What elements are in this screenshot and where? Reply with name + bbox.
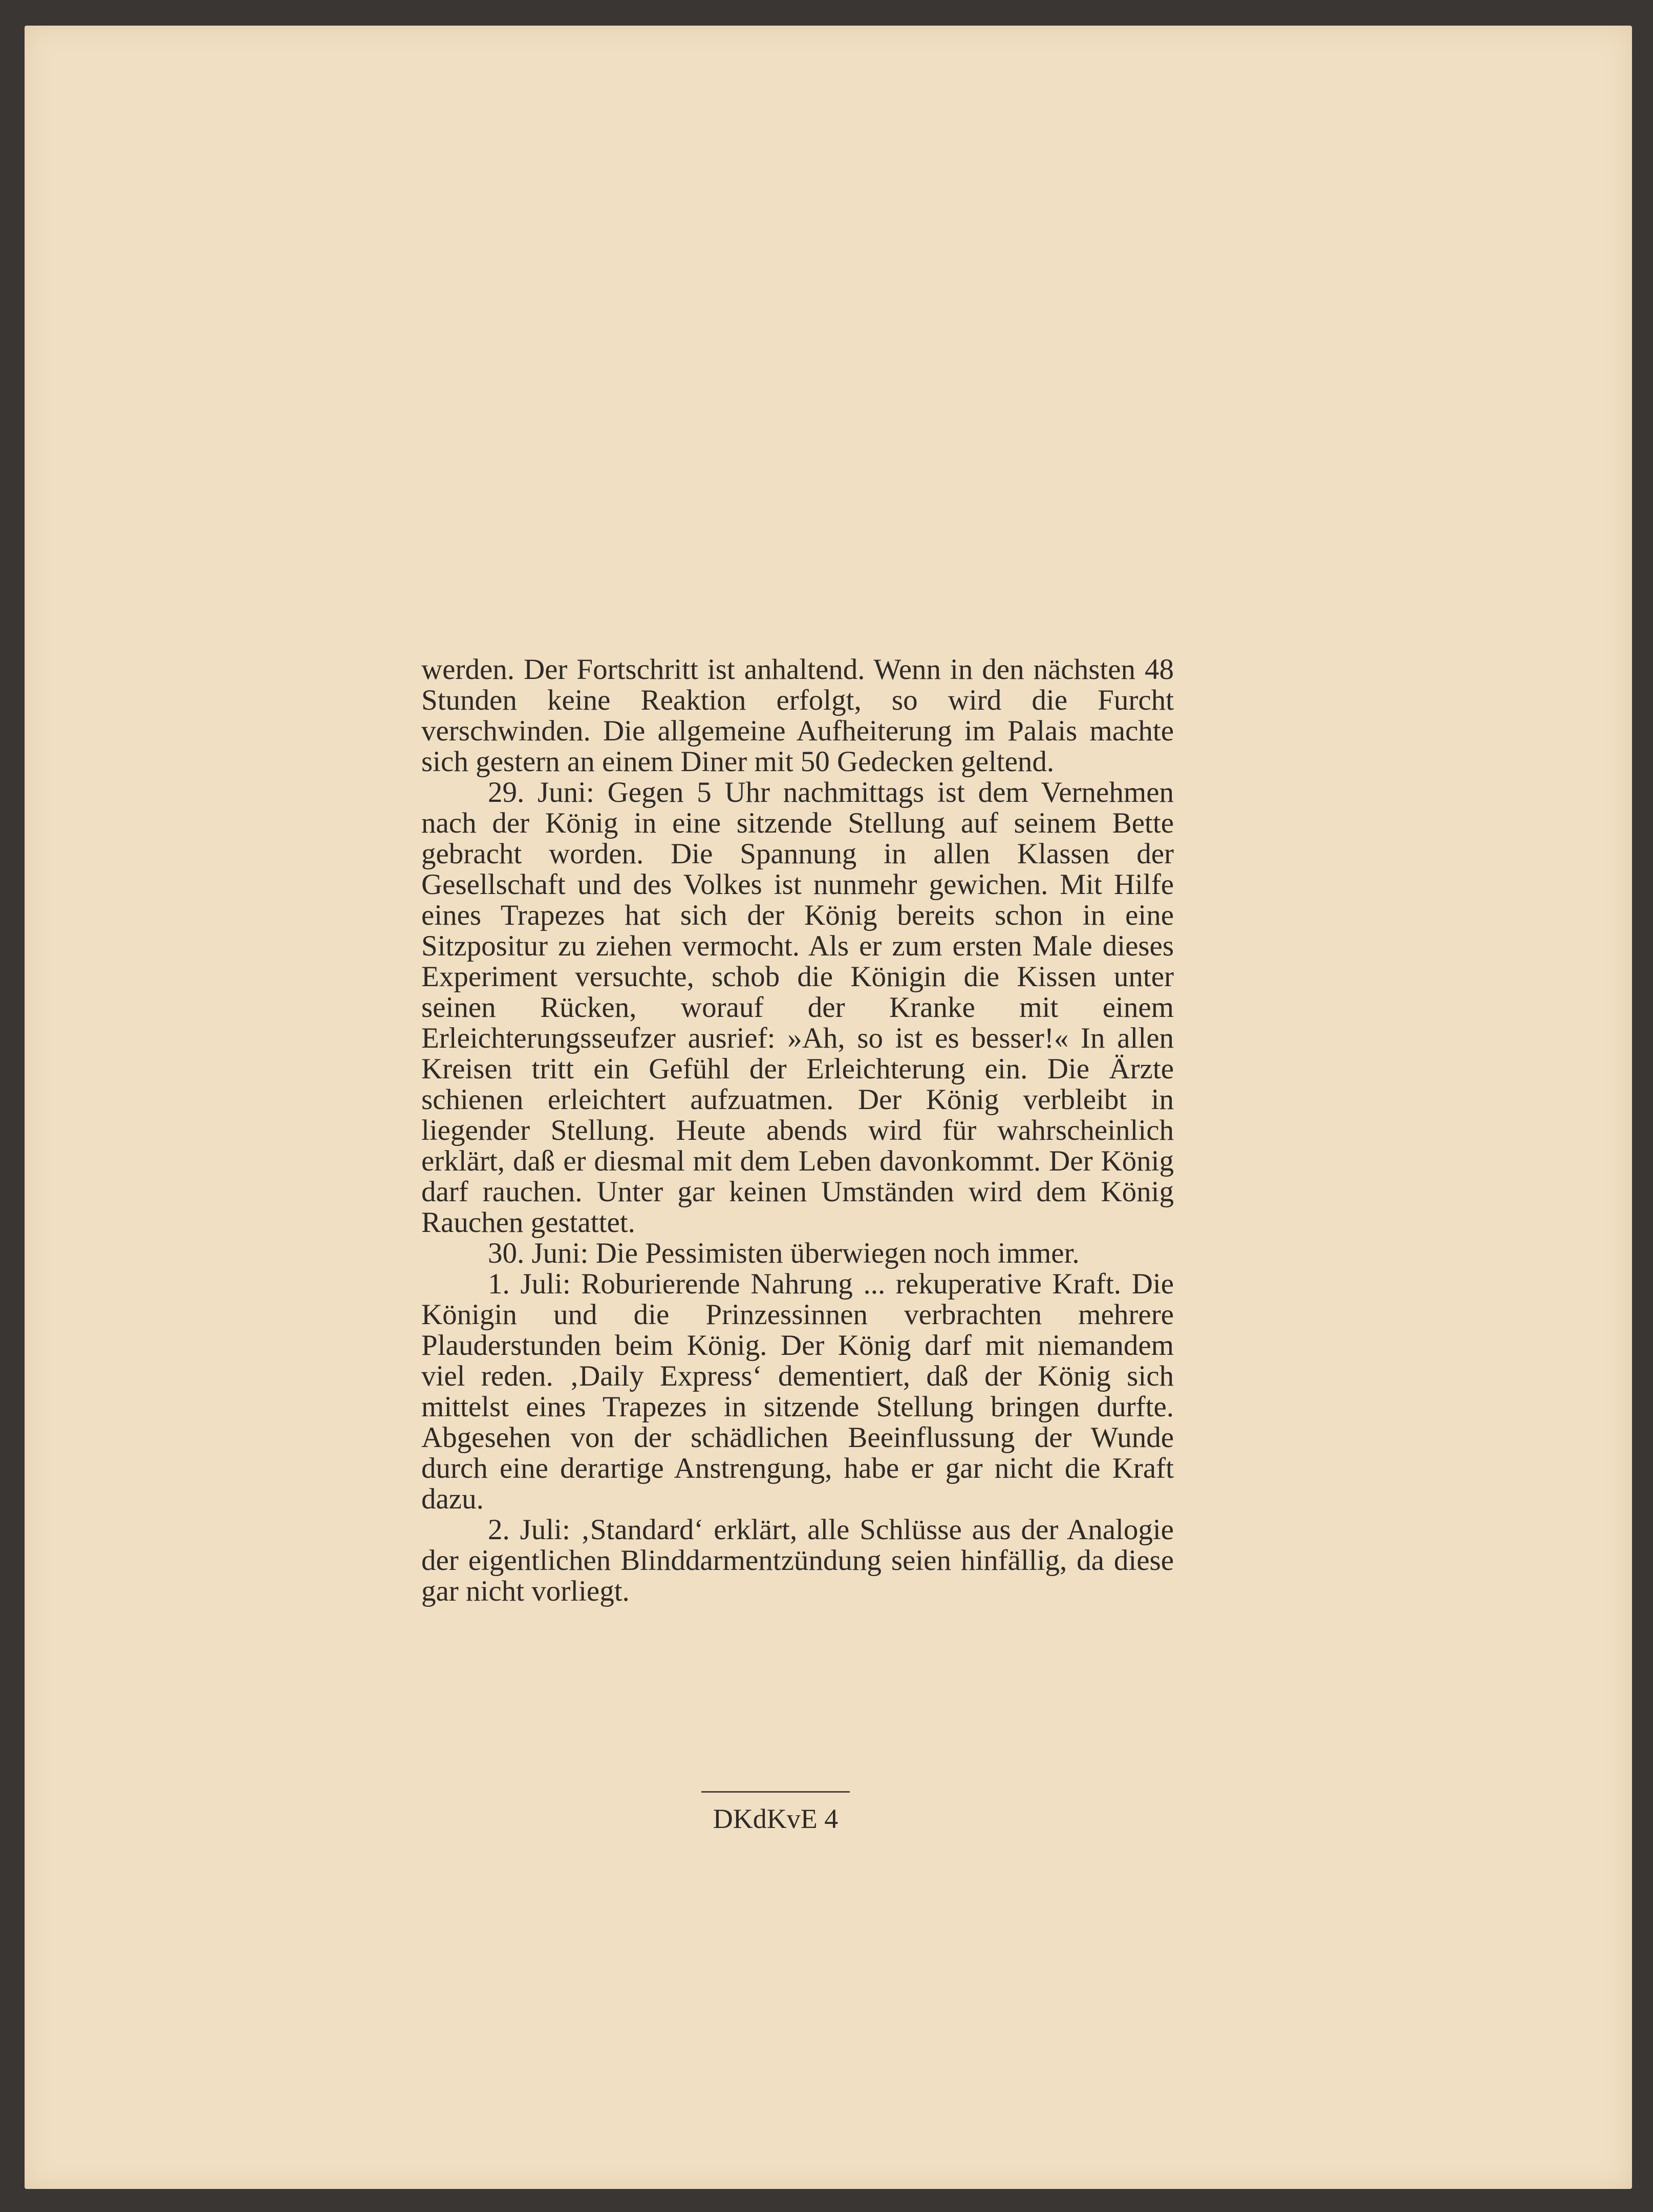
paragraph-july-1: 1. Juli: Roburierende Nahrung ... rekuperative Kraft. Die Königin und die Prinzessinnen verbrachten mehrere Plauderstunden beim König. Der König darf mit niemandem viel reden. ‚Daily Express‘ dementiert, daß der König sich mittelst eines Trapezes in sitzende Stellung bringen durfte. Abgesehen von der schädlichen Beeinflussung der Wunde durch eine derartige Anstrengung, habe er gar nicht die Kraft dazu.	[421, 1268, 1174, 1515]
paragraph-continuation: werden. Der Fortschritt ist anhaltend. Wenn in den nächsten 48 Stunden keine Reaktion erfolgt, so wird die Furcht verschwinden. Die allgemeine Aufheiterung im Palais machte sich gestern an einem Diner mit 50 Gedecken geltend.	[421, 653, 1174, 778]
paragraph-july-2: 2. Juli: ‚Standard‘ erklärt, alle Schlüsse aus der Analogie der eigentlichen Blinddarmentzündung seien hinfällig, da diese gar nicht vorliegt.	[421, 1514, 1174, 1607]
footer-divider	[701, 1791, 850, 1793]
footer-signature: DKdKvE 4	[713, 1803, 839, 1834]
paragraph-june-29: 29. Juni: Gegen 5 Uhr nachmittags ist dem Vernehmen nach der König in eine sitzende Stellung auf seinem Bette gebracht worden. Die Spannung in allen Klassen der Gesellschaft und des Volkes ist nunmehr gewichen. Mit Hilfe eines Trapezes hat sich der König bereits schon in eine Sitzpositur zu ziehen vermocht. Als er zum ersten Male dieses Experiment versuchte, schob die Königin die Kissen unter seinen Rücken, worauf der Kranke mit einem Erleichterungsseufzer ausrief: »Ah, so ist es besser!« In allen Kreisen tritt ein Gefühl der Erleichterung ein. Die Ärzte schienen erleichtert aufzuatmen. Der König verbleibt in liegender Stellung. Heute abends wird für wahrscheinlich erklärt, daß er diesmal mit dem Leben davonkommt. Der König darf rauchen. Unter gar keinen Umständen wird dem König Rauchen gestattet.	[421, 776, 1174, 1239]
paper-page	[25, 26, 1632, 2189]
paragraph-june-30: 30. Juni: Die Pessimisten überwiegen noch immer.	[488, 1237, 1080, 1269]
body-text	[421, 654, 1174, 1607]
